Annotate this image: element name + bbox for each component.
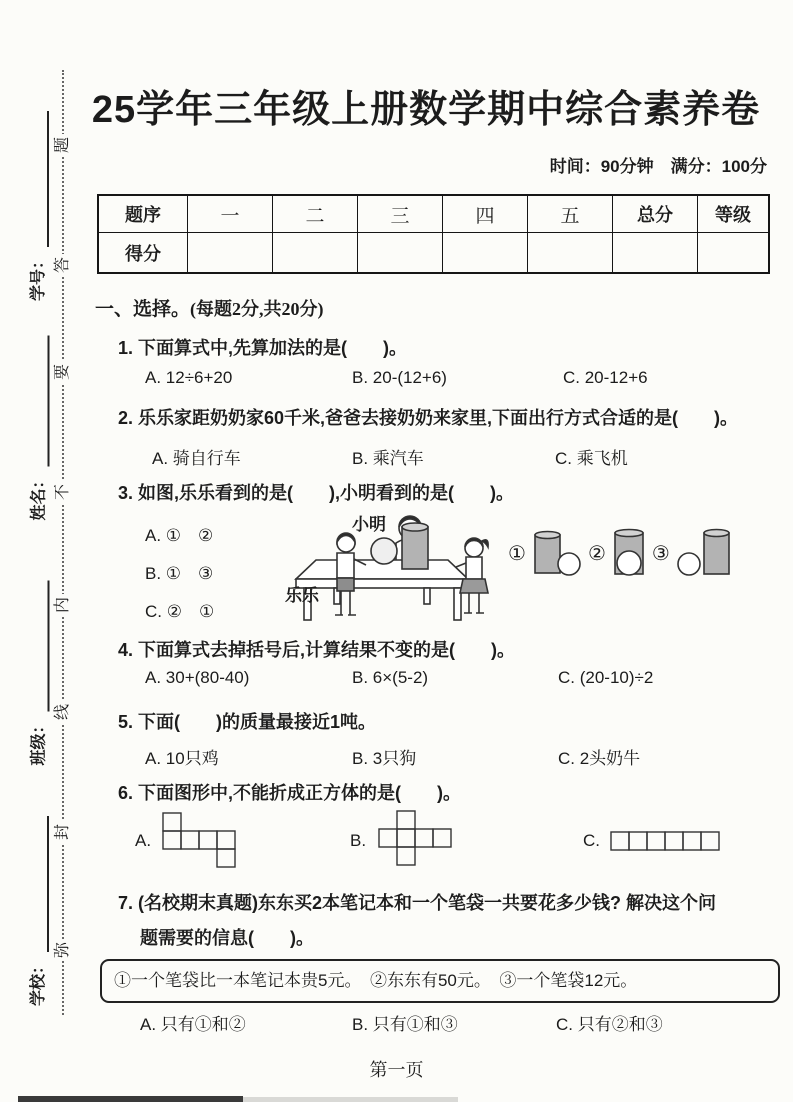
cube-net-b: [378, 810, 454, 868]
question-2-stem: [118, 404, 738, 430]
student-id-blank: [34, 111, 49, 247]
question-5-stem: [118, 708, 376, 734]
class-label: 班级：: [30, 717, 48, 766]
page-title: 25学年三年级上册数学期中综合素养卷: [91, 89, 761, 131]
score-cell: [528, 233, 613, 274]
view-3-ball-cylinder: [676, 528, 732, 578]
question-5-option-a: A. 10只鸡: [145, 749, 219, 768]
section-title: 一、选择。: [95, 299, 191, 320]
section-heading: [95, 294, 324, 321]
question-1-stem: [118, 334, 407, 360]
question-1-option-c: C. 20-12+6: [563, 368, 648, 387]
question-3-option-a: A. ① ②: [145, 526, 214, 545]
question-7-number: 7.: [118, 893, 134, 913]
question-4-text: 下面算式去掉括号后,计算结果不变的是( )。: [138, 640, 516, 660]
seal-char: 要: [52, 361, 74, 383]
cube-net-a: [162, 812, 238, 870]
question-7-text-line2: 题需要的信息( )。: [140, 928, 314, 948]
cube-net-c: [610, 831, 722, 853]
table-apron: [296, 579, 468, 588]
class-blank: [35, 581, 50, 712]
question-1-text: 下面算式中,先算加法的是( )。: [138, 338, 408, 358]
question-3-option-c: C. ② ①: [145, 602, 215, 621]
question-7-option-b: B. 只有①和③: [352, 1015, 458, 1034]
student-name-label: 姓名：: [30, 472, 48, 521]
seal-char: 不: [52, 481, 74, 503]
page-number: 第一页: [369, 1060, 424, 1080]
girl-arm: [456, 563, 466, 567]
view-option-1-label: ①: [508, 542, 526, 565]
boy-left-shorts: [337, 578, 354, 591]
question-2-text: 乐乐家距奶奶家60千米,爸爸去接奶奶来家里,下面出行方式合适的是( )。: [138, 408, 739, 428]
question-3-text: 如图,乐乐看到的是( ),小明看到的是( )。: [138, 483, 515, 503]
figure-front-person-label: 乐乐: [285, 586, 319, 605]
score-cell: [698, 233, 770, 274]
figure-back-person-label: 小明: [352, 515, 386, 534]
question-7-option-a: A. 只有①和②: [140, 1015, 246, 1034]
question-6-option-c: C.: [583, 831, 600, 850]
question-7-info-box: ①一个笔袋比一本笔记本贵5元。 ②东东有50元。 ③一个笔袋12元。: [100, 959, 780, 1003]
question-6-text: 下面图形中,不能折成正方体的是( )。: [138, 783, 462, 803]
question-3-number: 3.: [118, 483, 134, 503]
score-col-total: 总分: [613, 195, 698, 233]
score-cell: [188, 233, 273, 274]
exam-meta: 时间：90分钟 满分：100分: [549, 157, 767, 176]
seal-char: 封: [52, 821, 74, 843]
seal-char: 内: [52, 594, 74, 616]
seal-char: 答: [52, 254, 74, 276]
question-4-number: 4.: [118, 640, 134, 660]
score-cell: [613, 233, 698, 274]
view-option-3-label: ③: [651, 542, 670, 565]
school-blank: [34, 816, 49, 952]
score-table: [97, 194, 770, 274]
question-6-option-b: B.: [350, 831, 367, 850]
scan-artifact-bar-light: [243, 1097, 458, 1102]
student-name-field: [28, 336, 50, 521]
score-col-grade: 等级: [698, 195, 770, 233]
question-3-option-b: B. ① ③: [145, 564, 214, 583]
question-3-stem: [118, 479, 514, 505]
question-6-stem: [118, 779, 461, 805]
seal-char: 线: [52, 701, 74, 723]
sphere-on-table: [371, 538, 397, 564]
question-2-option-c: C. 乘飞机: [555, 449, 628, 468]
question-2-option-a: A. 骑自行车: [152, 449, 241, 468]
student-id-label: 学号：: [30, 252, 47, 301]
score-col-5: 五: [528, 195, 613, 233]
school-label: 学校：: [30, 957, 47, 1006]
boy-left-body: [337, 553, 354, 578]
question-5-option-c: C. 2头奶牛: [558, 749, 641, 768]
cylinder-on-table: [402, 527, 428, 569]
question-5-option-b: B. 3只狗: [352, 749, 417, 768]
view-option-2-label: ②: [587, 542, 606, 565]
class-field: [28, 581, 50, 766]
seal-char: 弥: [52, 939, 74, 961]
question-7-stem-line2: [140, 924, 314, 950]
school-field: [27, 816, 49, 1006]
seal-char: 题: [52, 134, 74, 156]
score-col-1: 一: [188, 195, 273, 233]
cylinder-top: [402, 523, 428, 531]
score-table-header-row: [98, 195, 769, 233]
question-7-option-c: C. 只有②和③: [556, 1015, 663, 1034]
question-5-text: 下面( )的质量最接近1吨。: [138, 712, 377, 732]
question-6-number: 6.: [118, 783, 134, 803]
score-col-3: 三: [358, 195, 443, 233]
score-cell: [273, 233, 358, 274]
question-1-option-a: A. 12÷6+20: [145, 368, 233, 387]
seal-dotted-line: [62, 70, 64, 1015]
boy-left-legs: [341, 591, 350, 615]
question-4-option-b: B. 6×(5-2): [352, 668, 429, 687]
question-5-number: 5.: [118, 712, 134, 732]
score-col-2: 二: [273, 195, 358, 233]
question-1-option-b: B. 20-(12+6): [352, 368, 447, 387]
girl-skirt: [460, 579, 488, 593]
score-table-corner: 题序: [98, 195, 188, 233]
student-id-field: [27, 111, 49, 301]
view-options-row: [508, 527, 732, 579]
girl-legs: [469, 593, 479, 613]
question-4-stem: [118, 636, 515, 662]
score-cell: [358, 233, 443, 274]
table-leg: [424, 588, 430, 604]
view-1-cylinder-ball: [532, 528, 582, 578]
question-7-stem-line1: [118, 889, 716, 915]
question-4-option-c: C. (20-10)÷2: [558, 668, 654, 687]
section-note: (每题2分,共20分): [190, 299, 324, 319]
score-col-4: 四: [443, 195, 528, 233]
question-4-option-a: A. 30+(80-40): [145, 668, 250, 687]
girl-body: [466, 557, 482, 579]
question-2-number: 2.: [118, 408, 134, 428]
score-table-score-row: [98, 233, 769, 274]
score-row-label: 得分: [98, 233, 188, 274]
question-1-number: 1.: [118, 338, 134, 358]
view-2-cylinder-ball: [612, 527, 646, 579]
student-name-blank: [35, 336, 50, 467]
score-cell: [443, 233, 528, 274]
table-scene-illustration: [278, 503, 508, 638]
question-2-option-b: B. 乘汽车: [352, 449, 424, 468]
question-7-text-line1: (名校期末真题)东东买2本笔记本和一个笔袋一共要花多少钱? 解决这个问: [138, 893, 717, 913]
scan-artifact-bar: [18, 1096, 243, 1102]
question-6-option-a: A.: [135, 831, 152, 850]
